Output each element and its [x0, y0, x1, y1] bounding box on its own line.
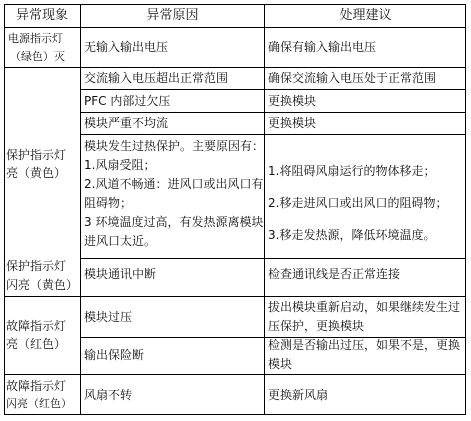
cause-row-6: 模块通讯中断	[84, 267, 157, 281]
row-divider	[80, 134, 466, 135]
symptom-power-line2: （绿色）灭	[10, 50, 65, 63]
advice-fuse-line: 模块	[268, 357, 293, 371]
cause-row-8: 输出保险断	[84, 348, 145, 362]
cause-overheat-line: 1.风扇受阻；	[84, 158, 156, 172]
column-divider	[80, 4, 81, 415]
header-divider	[4, 27, 466, 28]
advice-overheat-line: 3.移走发热源，降低环境温度。	[268, 228, 436, 242]
advice-overheat-line: 1.将阻碍风扇运行的物体移走；	[268, 164, 436, 178]
row-divider	[4, 374, 466, 375]
symptom-protect-flash-line2: 闪亮（黄色）	[6, 278, 79, 292]
advice-row-9: 更换新风扇	[268, 388, 329, 402]
cause-overheat-block	[84, 137, 264, 251]
row-divider	[4, 67, 466, 68]
advice-row-2: 确保交流输入电压处于正常范围	[268, 71, 437, 85]
cause-row-7: 模块过压	[84, 310, 133, 324]
symptom-power-line1: 电源指示灯	[8, 32, 63, 45]
cause-overheat-line: 阻碍物；	[84, 196, 133, 210]
advice-overheat-line: 2.移走进风口或出风口的阻碍物；	[268, 196, 448, 210]
advice-row-6: 检查通讯线是否正常连接	[268, 267, 401, 281]
row-divider	[80, 112, 466, 113]
row-divider	[80, 258, 466, 259]
symptom-fault-on-line1: 故障指示灯	[6, 319, 67, 333]
cause-row-1: 无输入输出电压	[84, 40, 169, 54]
header-cause: 异常原因	[146, 8, 199, 23]
symptom-fault-on-line2: 亮（红色）	[6, 337, 67, 351]
advice-overvoltage-block	[268, 298, 460, 336]
cause-overheat-line: 进风口太近。	[84, 234, 157, 248]
column-divider	[264, 4, 265, 415]
cause-overheat-line: 模块发生过热保护。主要原因有：	[84, 139, 265, 153]
cause-overheat-line: 2.风道不畅通：进风口或出风口有	[84, 177, 264, 191]
advice-row-1: 确保有输入输出电压	[268, 40, 377, 54]
advice-row-3: 更换模块	[268, 94, 317, 108]
symptom-fault-flash-line2: 闪亮（红色）	[6, 397, 72, 410]
cause-row-2: 交流输入电压超出正常范围	[84, 71, 229, 85]
advice-overvoltage-line: 拔出模块重新启动，如果继续发生过	[268, 300, 461, 314]
symptom-protect-on-line2: 亮（黄色）	[6, 166, 67, 180]
symptom-fault-flash-line1: 故障指示灯	[6, 379, 67, 393]
advice-fuse-block	[268, 336, 460, 374]
symptom-protect-flash-line1: 保护指示灯	[6, 259, 67, 273]
advice-overvoltage-line: 压保护，更换模块	[268, 319, 365, 333]
advice-overheat-block	[268, 155, 447, 251]
symptom-protect-on-line1: 保护指示灯	[6, 148, 67, 162]
advice-fuse-line: 检测是否输出过压，如果不是，更换	[268, 338, 461, 352]
cause-row-9: 风扇不转	[84, 388, 133, 402]
cause-overheat-line: 3 环境温度过高，有发热源离模块	[84, 215, 264, 229]
row-divider	[80, 89, 466, 90]
header-symptom: 异常现象	[15, 8, 68, 23]
header-advice: 处理建议	[339, 8, 392, 23]
advice-row-4: 更换模块	[268, 116, 317, 130]
cause-row-4: 模块严重不均流	[84, 116, 169, 130]
cause-row-3: PFC 内部过欠压	[84, 94, 171, 108]
row-divider	[4, 296, 466, 297]
